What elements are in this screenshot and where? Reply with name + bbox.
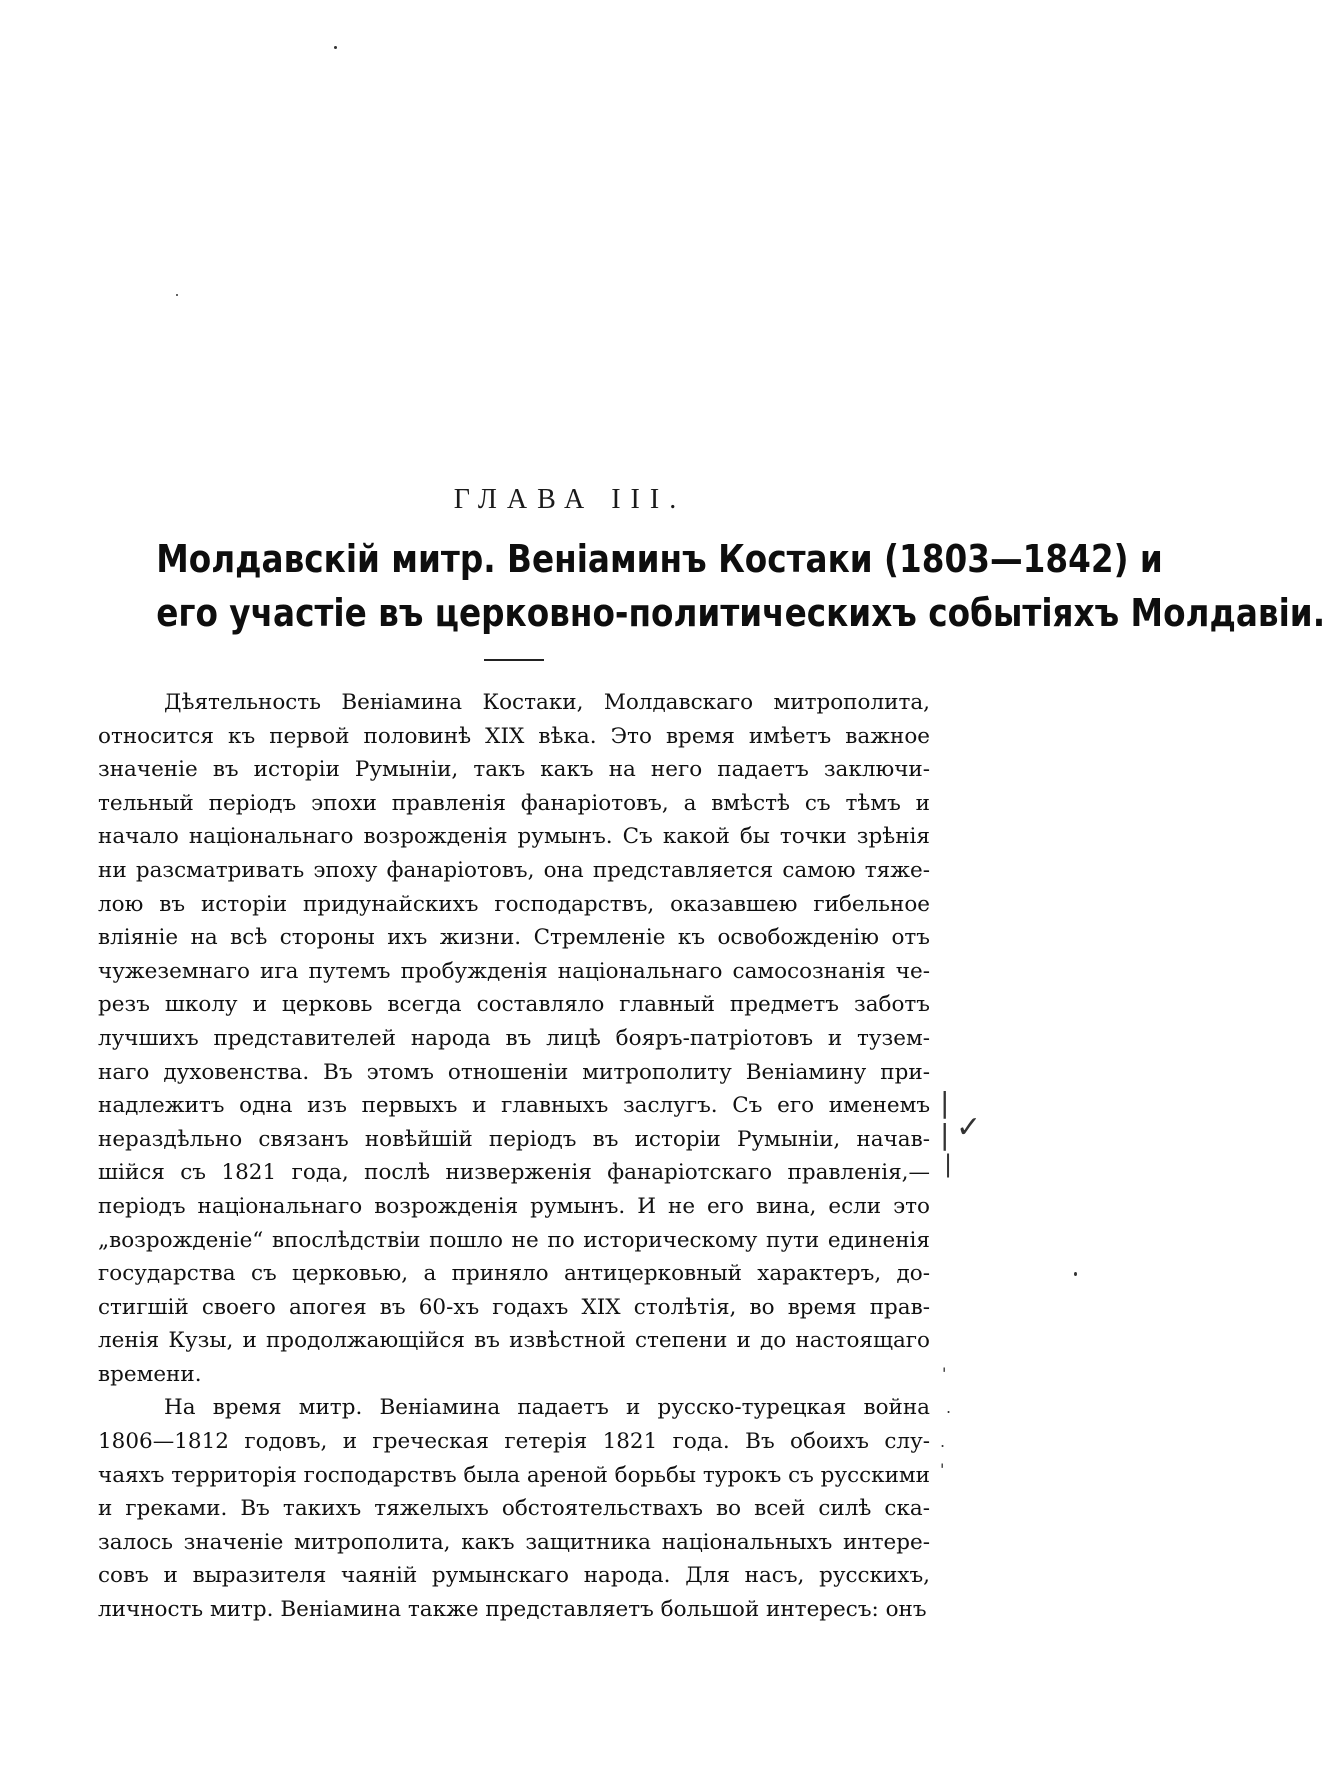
text-line: На время митр. Веніамина падаетъ и русско-турецкая война <box>164 1395 930 1421</box>
chapter-title <box>156 532 1325 640</box>
text-line: времени. <box>98 1361 202 1387</box>
text-line: 1806—1812 годовъ, и греческая гетерія 1821 года. Въ обоихъ слу- <box>98 1429 930 1455</box>
margin-bar: | <box>940 1086 950 1119</box>
text-line: значеніе въ исторіи Румыніи, такъ какъ на него падаетъ заключи- <box>98 757 930 783</box>
margin-checkmark-icon: ✓ <box>956 1110 982 1145</box>
margin-tick: ' <box>942 1364 947 1383</box>
text-line: резъ школу и церковь всегда составляло главный предметъ заботъ <box>98 992 930 1018</box>
text-line: надлежитъ одна изъ первыхъ и главныхъ заслугъ. Съ его именемъ <box>98 1093 930 1119</box>
margin-tick: . <box>940 1432 946 1451</box>
margin-bar: | <box>944 1150 953 1178</box>
text-line: совъ и выразителя чаяній румынскаго народа. Для насъ, русскихъ, <box>98 1563 930 1589</box>
chapter-title-line: его участіе въ церковно-политическихъ событіяхъ Молдавіи. <box>156 591 1325 635</box>
text-line: стигшій своего апогея въ 60-хъ годахъ XIX столѣтія, во время прав- <box>98 1294 930 1320</box>
scan-speck <box>1074 1272 1077 1276</box>
title-divider <box>484 659 544 661</box>
margin-bar: | <box>940 1118 950 1151</box>
text-line: государства съ церковью, а приняло антицерковный характеръ, до- <box>98 1261 930 1287</box>
text-line: періодъ національнаго возрожденія румынъ. И не его вина, если это <box>98 1193 930 1219</box>
margin-tick: . <box>946 1398 952 1417</box>
text-line: и греками. Въ такихъ тяжелыхъ обстоятельствахъ во всей силѣ ска- <box>98 1496 930 1522</box>
text-line: лучшихъ представителей народа въ лицѣ бояръ-патріотовъ и тузем- <box>98 1025 930 1051</box>
text-line: личность митр. Веніамина также представляетъ большой интересъ: онъ <box>98 1597 927 1623</box>
text-line: вліяніе на всѣ стороны ихъ жизни. Стремленіе къ освобожденію отъ <box>98 925 930 951</box>
text-line: „возрожденіе“ впослѣдствіи пошло не по историческому пути единенія <box>98 1227 930 1253</box>
text-line: начало національнаго возрожденія румынъ. Съ какой бы точки зрѣнія <box>98 824 930 850</box>
margin-tick: ' <box>940 1460 945 1479</box>
text-line: ни разсматривать эпоху фанаріотовъ, она представляется самою тяже- <box>98 857 930 883</box>
text-line: ленія Кузы, и продолжающійся въ извѣстной степени и до настоящаго <box>98 1328 930 1354</box>
text-line: залось значеніе митрополита, какъ защитника національныхъ интере- <box>98 1529 930 1555</box>
text-line: чаяхъ территорія господарствъ была ареной борьбы турокъ съ русскими <box>98 1462 930 1488</box>
chapter-label: ГЛАВА III. <box>453 484 687 515</box>
text-line: Дѣятельность Веніамина Костаки, Молдавскаго митрополита, <box>164 690 930 715</box>
body-text <box>98 686 930 1627</box>
text-line: лою въ исторіи придунайскихъ господарствъ, оказавшею гибельное <box>98 891 930 917</box>
text-line: наго духовенства. Въ этомъ отношеніи митрополиту Веніамину при- <box>98 1059 930 1085</box>
text-line: нераздѣльно связанъ новѣйшій періодъ въ исторіи Румыніи, начав- <box>98 1126 930 1152</box>
chapter-title-line: Молдавскій митр. Веніаминъ Костаки (1803—1842) и <box>156 537 1163 581</box>
text-line: шійся съ 1821 года, послѣ низверженія фанаріотскаго правленія,— <box>98 1160 930 1186</box>
scan-speck <box>334 46 337 49</box>
text-line: относится къ первой половинѣ XIX вѣка. Это время имѣетъ важное <box>98 723 930 749</box>
text-line: тельный періодъ эпохи правленія фанаріотовъ, а вмѣстѣ съ тѣмъ и <box>98 790 930 816</box>
text-line: чужеземнаго ига путемъ пробужденія національнаго самосознанія че- <box>98 958 930 984</box>
scan-speck <box>176 294 178 296</box>
